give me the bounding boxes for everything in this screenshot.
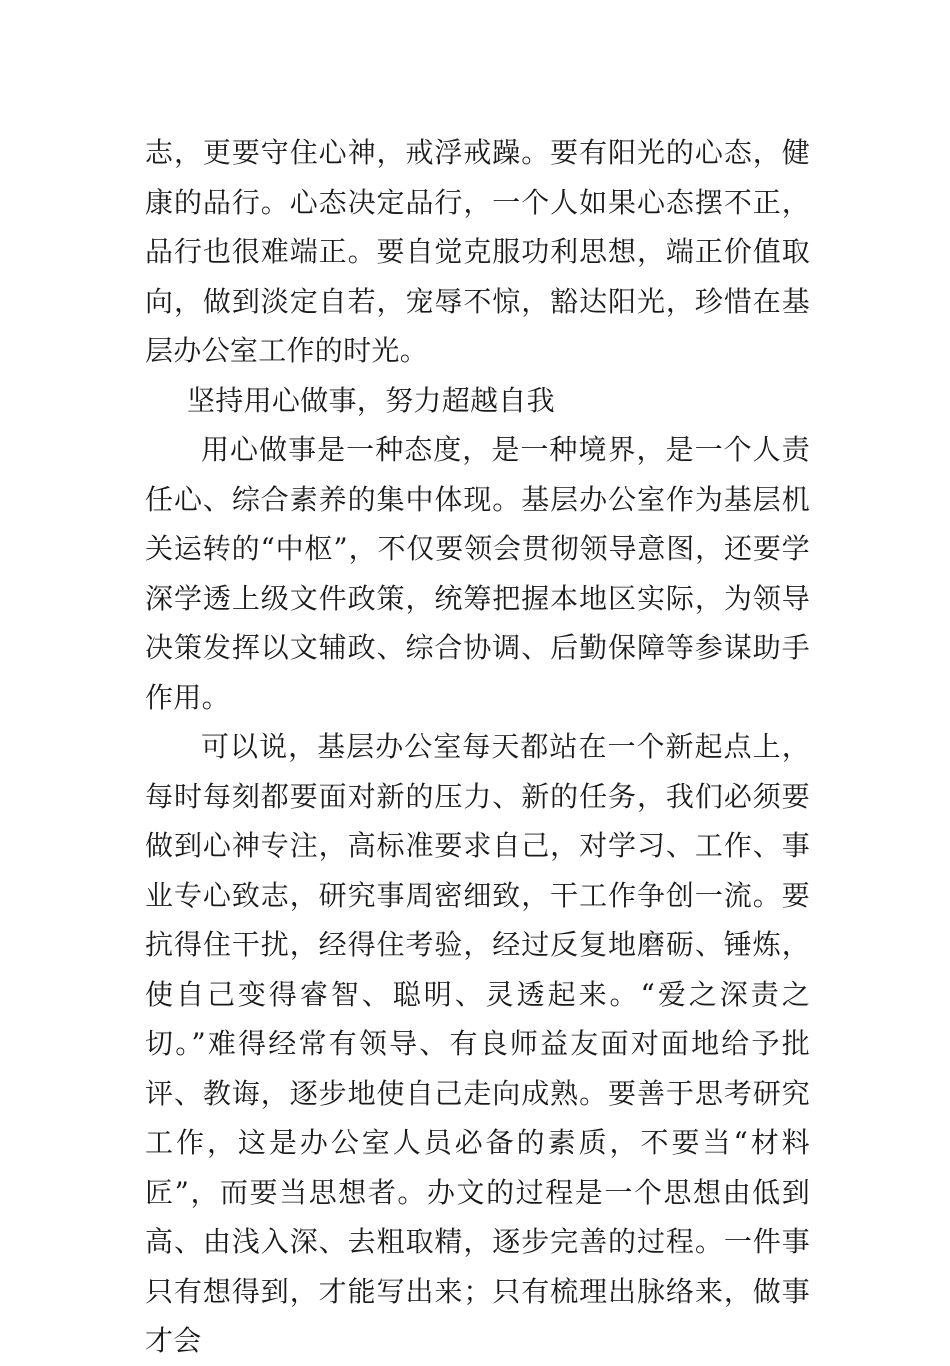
document-body [145, 128, 810, 1366]
paragraph-continuation: 志，更要守住心神，戒浮戒躁。要有阳光的心态，健康的品行。心态决定品行，一个人如果心态摆不正，品行也很难端正。要自觉克服功利思想，端正价值取向，做到淡定自若，宠辱不惊，豁达阳光，珍惜在基层办公室工作的时光。 [145, 136, 810, 367]
paragraph-attentive-work: 用心做事是一种态度，是一种境界，是一个人责任心、综合素养的集中体现。基层办公室作为基层机关运转的“中枢”，不仅要领会贯彻领导意图，还要学深学透上级文件政策，统筹把握本地区实际，为领导决策发挥以文辅政、综合协调、后勤保障等参谋助手作用。 [145, 433, 810, 714]
section-heading: 坚持用心做事，努力超越自我 [187, 383, 555, 417]
paragraph-new-starting-point: 可以说，基层办公室每天都站在一个新起点上，每时每刻都要面对新的压力、新的任务，我们必须要做到心神专注，高标准要求自己，对学习、工作、事业专心致志，研究事周密细致，干工作争创一流。要抗得住干扰，经得住考验，经过反复地磨砺、锤炼，使自己变得睿智、聪明、灵透起来。“爱之深责之切。”难得经常有领导、有良师益友面对面地给予批评、教诲，逐步地使自己走向成熟。要善于思考研究工作，这是办公室人员必备的素质，不要当“材料匠”，而要当思想者。办文的过程是一个思想由低到高、由浅入深、去粗取精，逐步完善的过程。一件事只有想得到，才能写出来；只有梳理出脉络来，做事才会 [145, 730, 810, 1357]
